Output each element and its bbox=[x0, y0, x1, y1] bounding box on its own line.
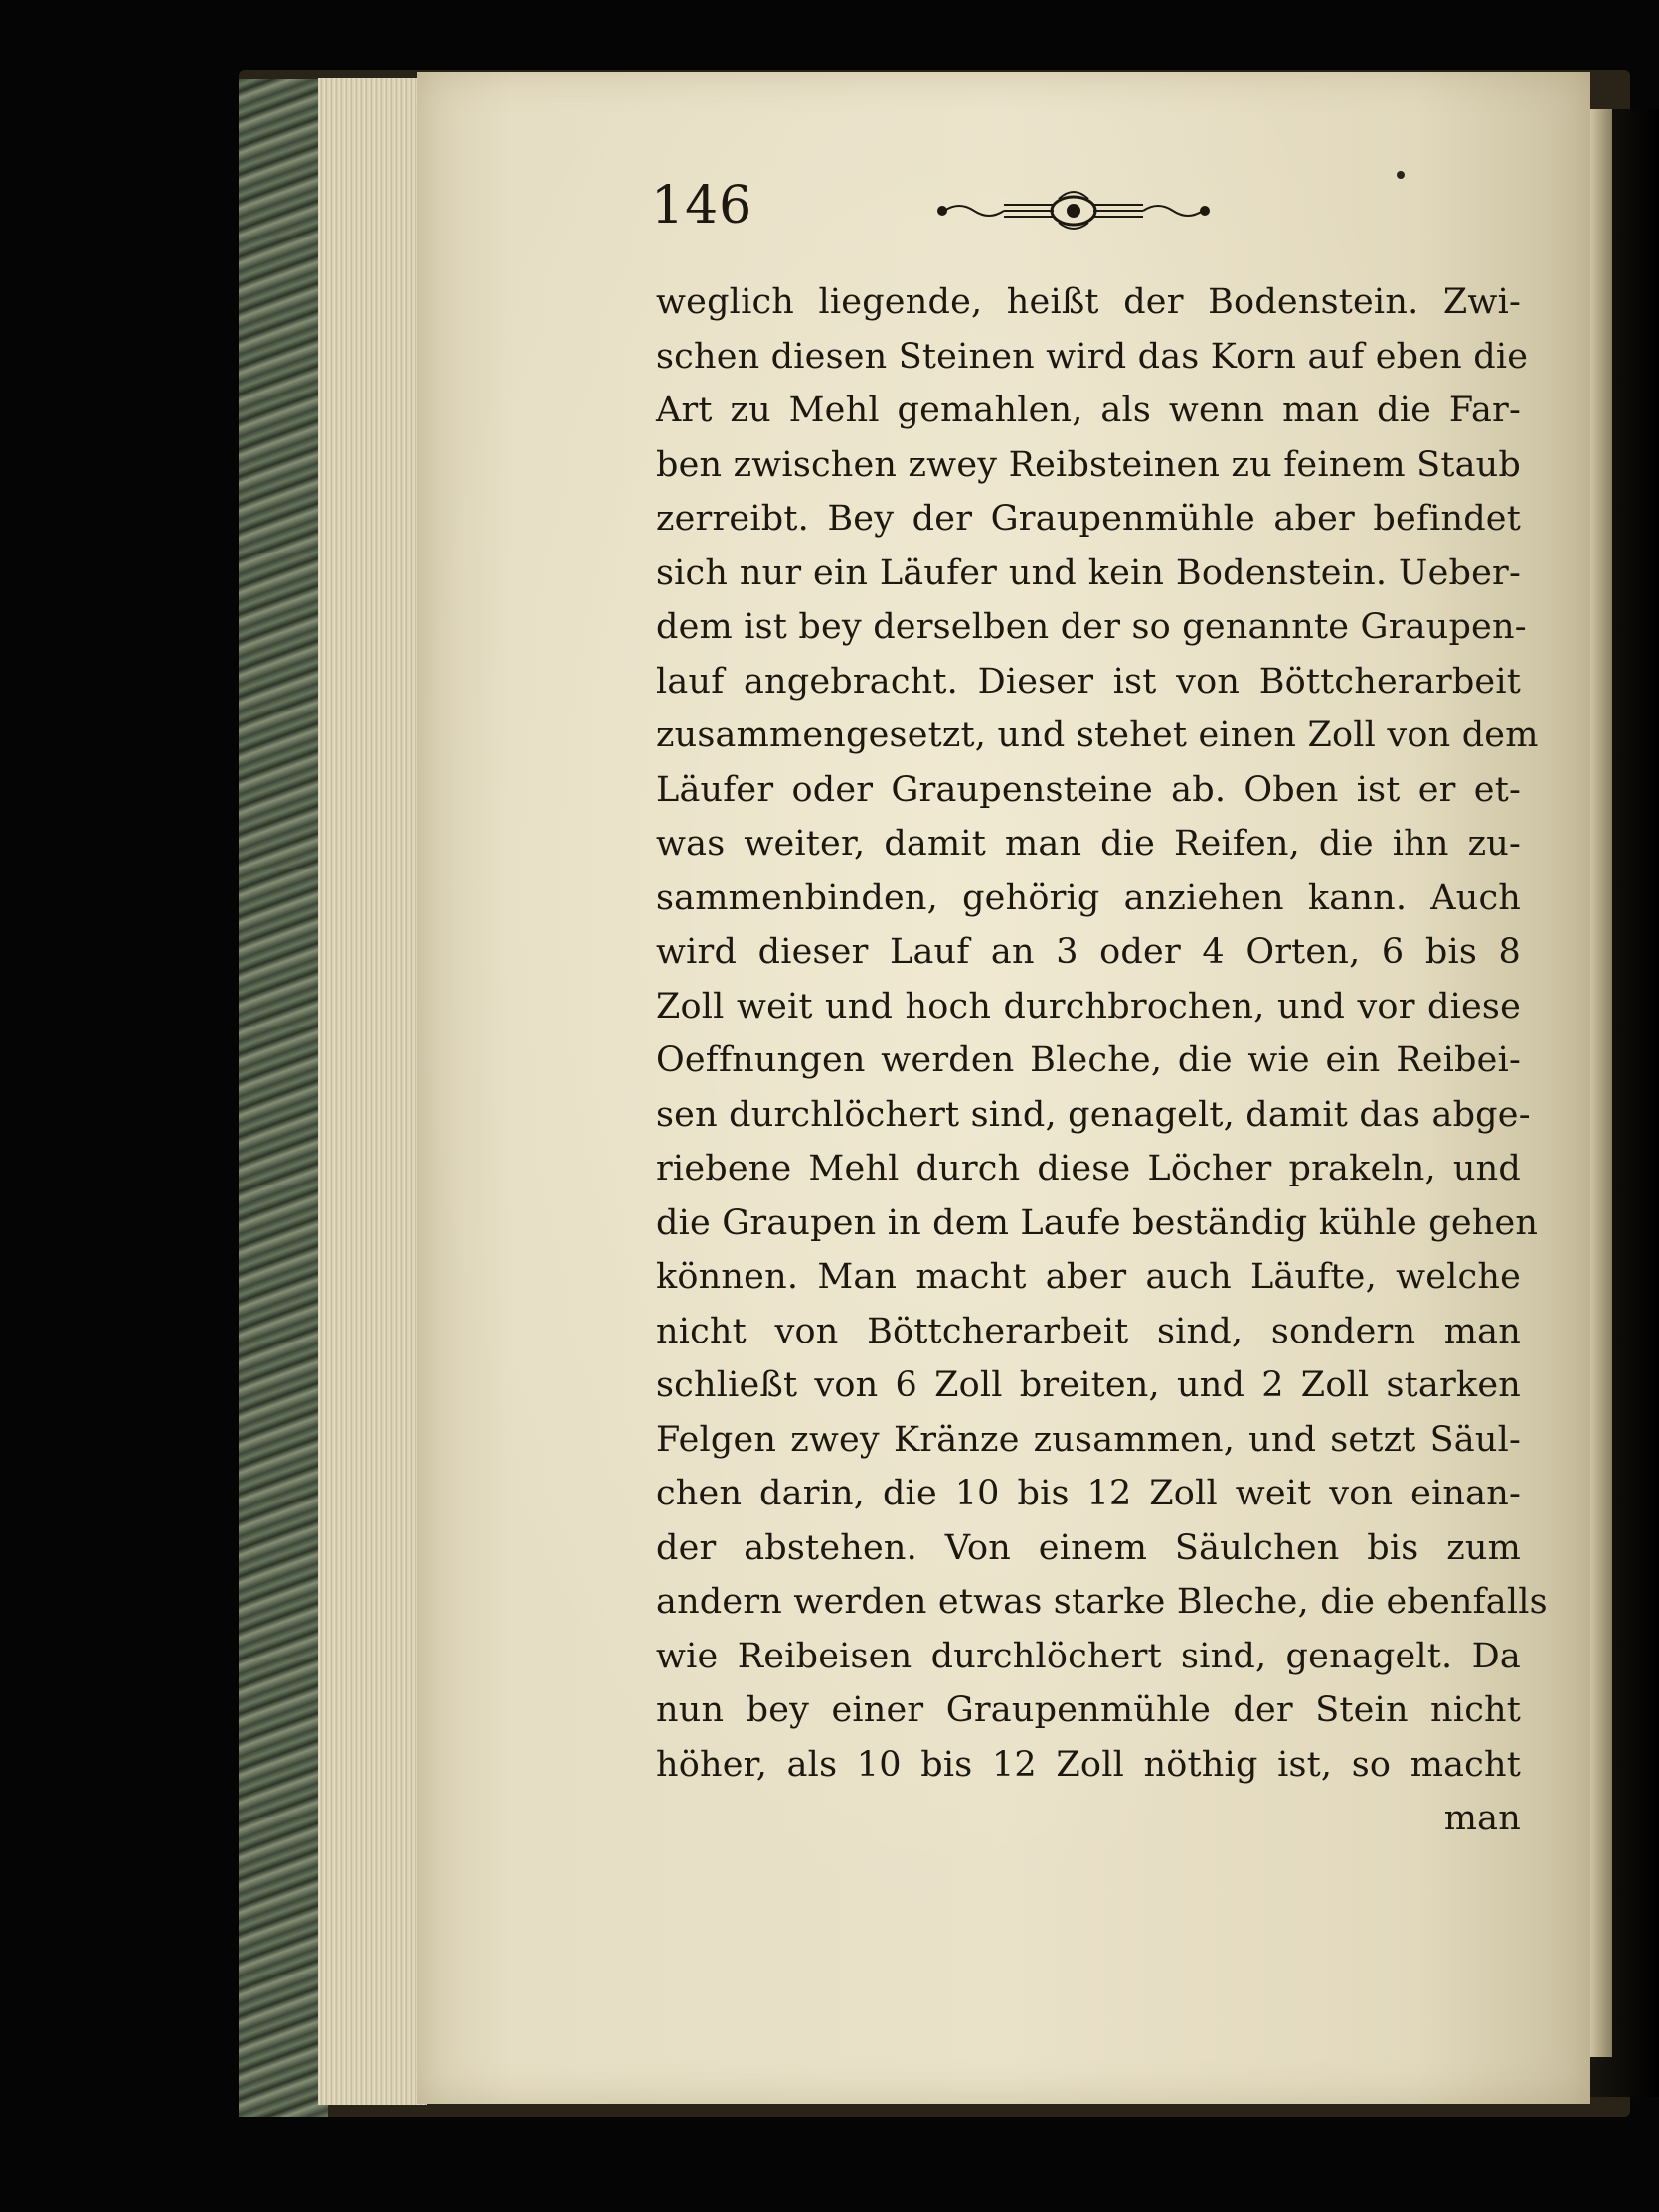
text-line: die Graupen in dem Laufe beständig kühle gehen bbox=[656, 1202, 1539, 1243]
text-line: sammenbinden, gehörig anziehen kann. Auch bbox=[656, 877, 1521, 918]
text-line: ben zwischen zwey Reibsteinen zu feinem Staub bbox=[656, 444, 1521, 485]
text-line: der abstehen. Von einem Säulchen bis zum bbox=[656, 1527, 1521, 1568]
page-stack-edges bbox=[318, 78, 427, 2105]
text-line: Oeffnungen werden Bleche, die wie ein Reibei- bbox=[656, 1040, 1521, 1080]
text-line: nun bey einer Graupenmühle der Stein nicht bbox=[656, 1690, 1521, 1730]
text-line: wird dieser Lauf an 3 oder 4 Orten, 6 bis 8 bbox=[656, 932, 1521, 972]
text-line: Läufer oder Graupensteine ab. Oben ist er et- bbox=[656, 769, 1521, 810]
text-line: können. Man macht aber auch Läufte, welche bbox=[656, 1257, 1521, 1297]
text-line: weglich liegende, heißt der Bodenstein. Zwi- bbox=[656, 282, 1521, 322]
ink-dot bbox=[1397, 171, 1405, 179]
text-line: chen darin, die 10 bis 12 Zoll weit von einan- bbox=[656, 1474, 1521, 1513]
text-line: Felgen zwey Kränze zusammen, und setzt Säul- bbox=[656, 1419, 1521, 1460]
text-line: was weiter, damit man die Reifen, die ihn zu- bbox=[656, 824, 1521, 864]
text-line: Art zu Mehl gemahlen, als wenn man die Far- bbox=[656, 391, 1521, 430]
body-text bbox=[656, 275, 1548, 1846]
text-line: schen diesen Steinen wird das Korn auf eben die bbox=[656, 336, 1529, 377]
text-line: nicht von Böttcherarbeit sind, sondern man bbox=[656, 1311, 1521, 1351]
text-line: zerreibt. Bey der Graupenmühle aber befindet bbox=[656, 499, 1521, 539]
text-line: wie Reibeisen durchlöchert sind, genagelt. Da bbox=[656, 1636, 1521, 1676]
text-line: riebene Mehl durch diese Löcher prakeln, und bbox=[656, 1149, 1521, 1188]
floral-ornament-icon bbox=[934, 183, 1213, 233]
text-line: andern werden etwas starke Bleche, die ebenfalls bbox=[656, 1582, 1548, 1622]
text-line: höher, als 10 bis 12 Zoll nöthig ist, so macht bbox=[656, 1744, 1521, 1785]
text-line: sich nur ein Läufer und kein Bodenstein. Ueber- bbox=[656, 553, 1521, 593]
catchword: man bbox=[1443, 1799, 1521, 1838]
text-line: dem ist bey derselben der so genannte Graupen- bbox=[656, 607, 1527, 647]
marbled-cover-edge bbox=[239, 79, 328, 2117]
text-line: lauf angebracht. Dieser ist von Böttcherarbeit bbox=[656, 661, 1521, 702]
right-page-edge bbox=[1590, 109, 1612, 2057]
text-line: schließt von 6 Zoll breiten, und 2 Zoll starken bbox=[656, 1365, 1521, 1405]
text-line: Zoll weit und hoch durchbrochen, und vor diese bbox=[656, 986, 1521, 1027]
text-line: zusammengesetzt, und stehet einen Zoll von dem bbox=[656, 715, 1539, 755]
page-number: 146 bbox=[651, 176, 753, 236]
text-line: sen durchlöchert sind, genagelt, damit das abge- bbox=[656, 1094, 1531, 1135]
book-page bbox=[417, 72, 1590, 2104]
